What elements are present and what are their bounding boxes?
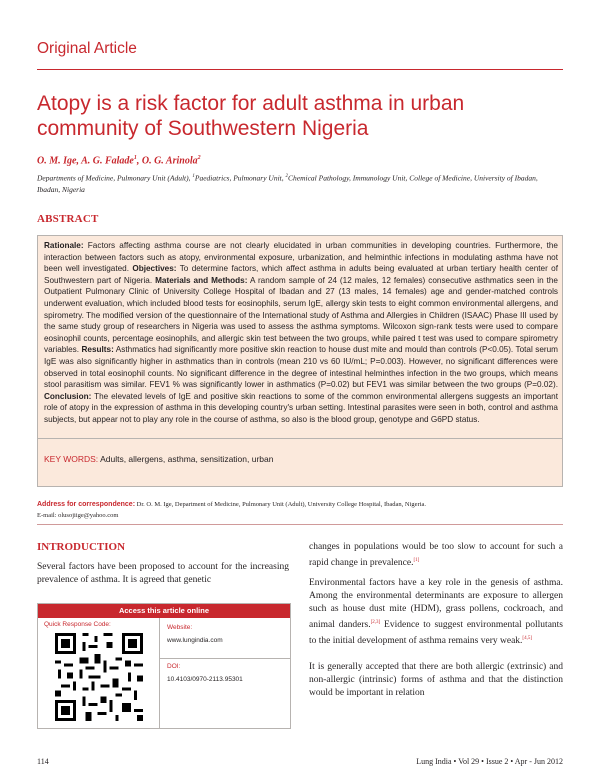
website-label: Website:	[167, 624, 193, 631]
correspondence-rule	[37, 524, 563, 525]
text-conclusion: The elevated levels of IgE and positive skin reactions to some of the common environmental allergens suggests an important role of atopy in the expression of asthma in this developing country's urban setting. Intestinal parasites were seen in both, control and asthma subjects, but appear not to play any role in the course of asthma, so also is the blood group, genotype and G6PD status.	[44, 391, 558, 424]
access-online-box	[37, 603, 291, 729]
right-p2-text: Environmental factors have a key role in the genesis of asthma. Among the environmental determinants are exposure to allergen such as house dust mite (HDM), grass pollens, cockroach, and animal danders.	[309, 578, 563, 631]
right-p2b-text: Evidence to suggest environmental pollutants to the initial development of asthma remains very weak.	[309, 620, 563, 647]
website-link[interactable]: www.lungindia.com	[167, 637, 223, 644]
doi-link[interactable]: 10.4103/0970-2113.95301	[167, 676, 243, 683]
journal-citation: Lung India • Vol 29 • Issue 2 • Apr - Jun 2012	[416, 757, 563, 766]
affiliations	[37, 171, 562, 195]
access-vertical-divider	[159, 618, 160, 728]
access-horizontal-divider	[159, 658, 290, 659]
author-1: O. M. Ige, A. G. Falade	[37, 155, 134, 167]
abstract-text	[44, 240, 558, 426]
label-conclusion: Conclusion:	[44, 391, 92, 401]
citation-link[interactable]: [4,5]	[522, 636, 533, 642]
affil-part-1: Departments of Medicine, Pulmonary Unit (Adult),	[37, 173, 193, 183]
right-paragraph-2	[309, 577, 563, 648]
citation-link[interactable]: [2,3]	[370, 620, 381, 625]
author-2-affil: 2	[197, 155, 201, 161]
correspondence-label: Address for correspondence:	[37, 501, 136, 508]
access-title: Access this article online	[38, 604, 290, 618]
introduction-heading: INTRODUCTION	[37, 541, 126, 553]
qr-label: Quick Response Code:	[44, 621, 111, 628]
label-objectives: Objectives:	[132, 264, 177, 274]
affil-sup-2: 2	[285, 174, 289, 179]
affil-sup-1: 1	[192, 174, 195, 179]
right-p1-text: changes in populations would be too slow to account for such a rapid change in prevalence.	[309, 542, 563, 569]
abstract-divider	[38, 438, 562, 439]
keywords	[44, 454, 273, 464]
right-paragraph-1	[309, 541, 563, 570]
text-results: Asthmatics had significantly more positive skin reaction to house dust mite and mould than controls (P<0.05). Total serum IgE was also significantly higher in asthmatics than in controls (mean 210 vs 60 IU/mL; P=0.003). However, no significant differences were observed in total eosinophil counts. No significant difference in the degree of intestinal helminthes infection in the two groups, which means stool parasitism was similar. FEV1 % was significantly lower in asthmatics (P=0.02) but FEV1 was similar between the two groups (P=0.02).	[44, 345, 558, 390]
correspondence-text: Dr. O. M. Ige, Department of Medicine, Pulmonary Unit (Adult), University College Hospital, Ibadan, Nigeria.	[135, 501, 427, 508]
doi-label: DOI:	[167, 663, 181, 670]
page-number: 114	[37, 757, 49, 766]
article-title: Atopy is a risk factor for adult asthma in urban community of Southwestern Nigeria	[37, 92, 465, 140]
label-results: Results:	[81, 345, 114, 355]
qr-code-icon[interactable]	[55, 633, 143, 721]
text-rationale: Factors affecting asthma course are not clearly elucidated in urban communities in developing countries. Furthermore, the interaction between factors such as atopy, environmental exposure, urbanization, and helminthic infections in modulating asthma have not been well investigated.	[44, 241, 558, 274]
keywords-text: Adults, allergens, asthma, sensitization, urban	[98, 454, 274, 464]
header-rule	[37, 69, 563, 70]
text-objectives: To determine factors, which affect asthma in adults being evaluated at urban tertiary health center of Southwestern part of Nigeria.	[44, 264, 558, 285]
correspondence	[37, 499, 563, 521]
label-rationale: Rationale:	[44, 241, 84, 250]
intro-paragraph-1: Several factors have been proposed to account for the increasing prevalence of asthma. It is agreed that genetic	[37, 562, 289, 585]
text-methods: A random sample of 24 (12 males, 12 females) consecutive asthmatics seen in the Outpatient Pulmonary Clinic of University College Hospital of Ibadan and 27 (13 males, 14 females) age and gender-matched controls underwent evaluation, which included blood tests for eosinophils, serum IgE, allergy skin tests to eight common environmental allergens, and spirometry. The modified version of the questionnaire of the International study of Asthma and Allergies in Children (ISAAC) Phase III used by the same study group of researchers in Nigeria was used to assess the asthma symptoms. Wilcoxon sign-rank tests were used to compare eosinophil counts, percentage eosinophils, and allergic skin test between the two groups, while paired t test was used to compare spirometry variables.	[44, 275, 558, 355]
right-paragraph-3: It is generally accepted that there are both allergic (extrinsic) and non-allergic (intrinsic) forms of asthma and that the distinction would be important in relation	[309, 662, 563, 698]
correspondence-email[interactable]: E-mail: olusojiige@yahoo.com	[37, 512, 119, 519]
article-type: Original Article	[37, 40, 137, 57]
abstract-heading: ABSTRACT	[37, 213, 99, 225]
author-1-affil: 1	[133, 155, 137, 161]
author-list	[37, 155, 201, 166]
affil-part-2: Paediatrics, Pulmonary Unit,	[194, 173, 286, 183]
affil-part-3: Chemical Pathology, Immunology Unit, College of Medicine, University of Ibadan, Ibadan, Nigeria	[37, 173, 538, 194]
label-methods: Materials and Methods:	[155, 275, 248, 285]
citation-link[interactable]: [1]	[413, 558, 420, 563]
author-2: , O. G. Arinola	[136, 155, 198, 167]
abstract-box	[37, 235, 563, 487]
keywords-label: KEY WORDS:	[44, 454, 99, 464]
